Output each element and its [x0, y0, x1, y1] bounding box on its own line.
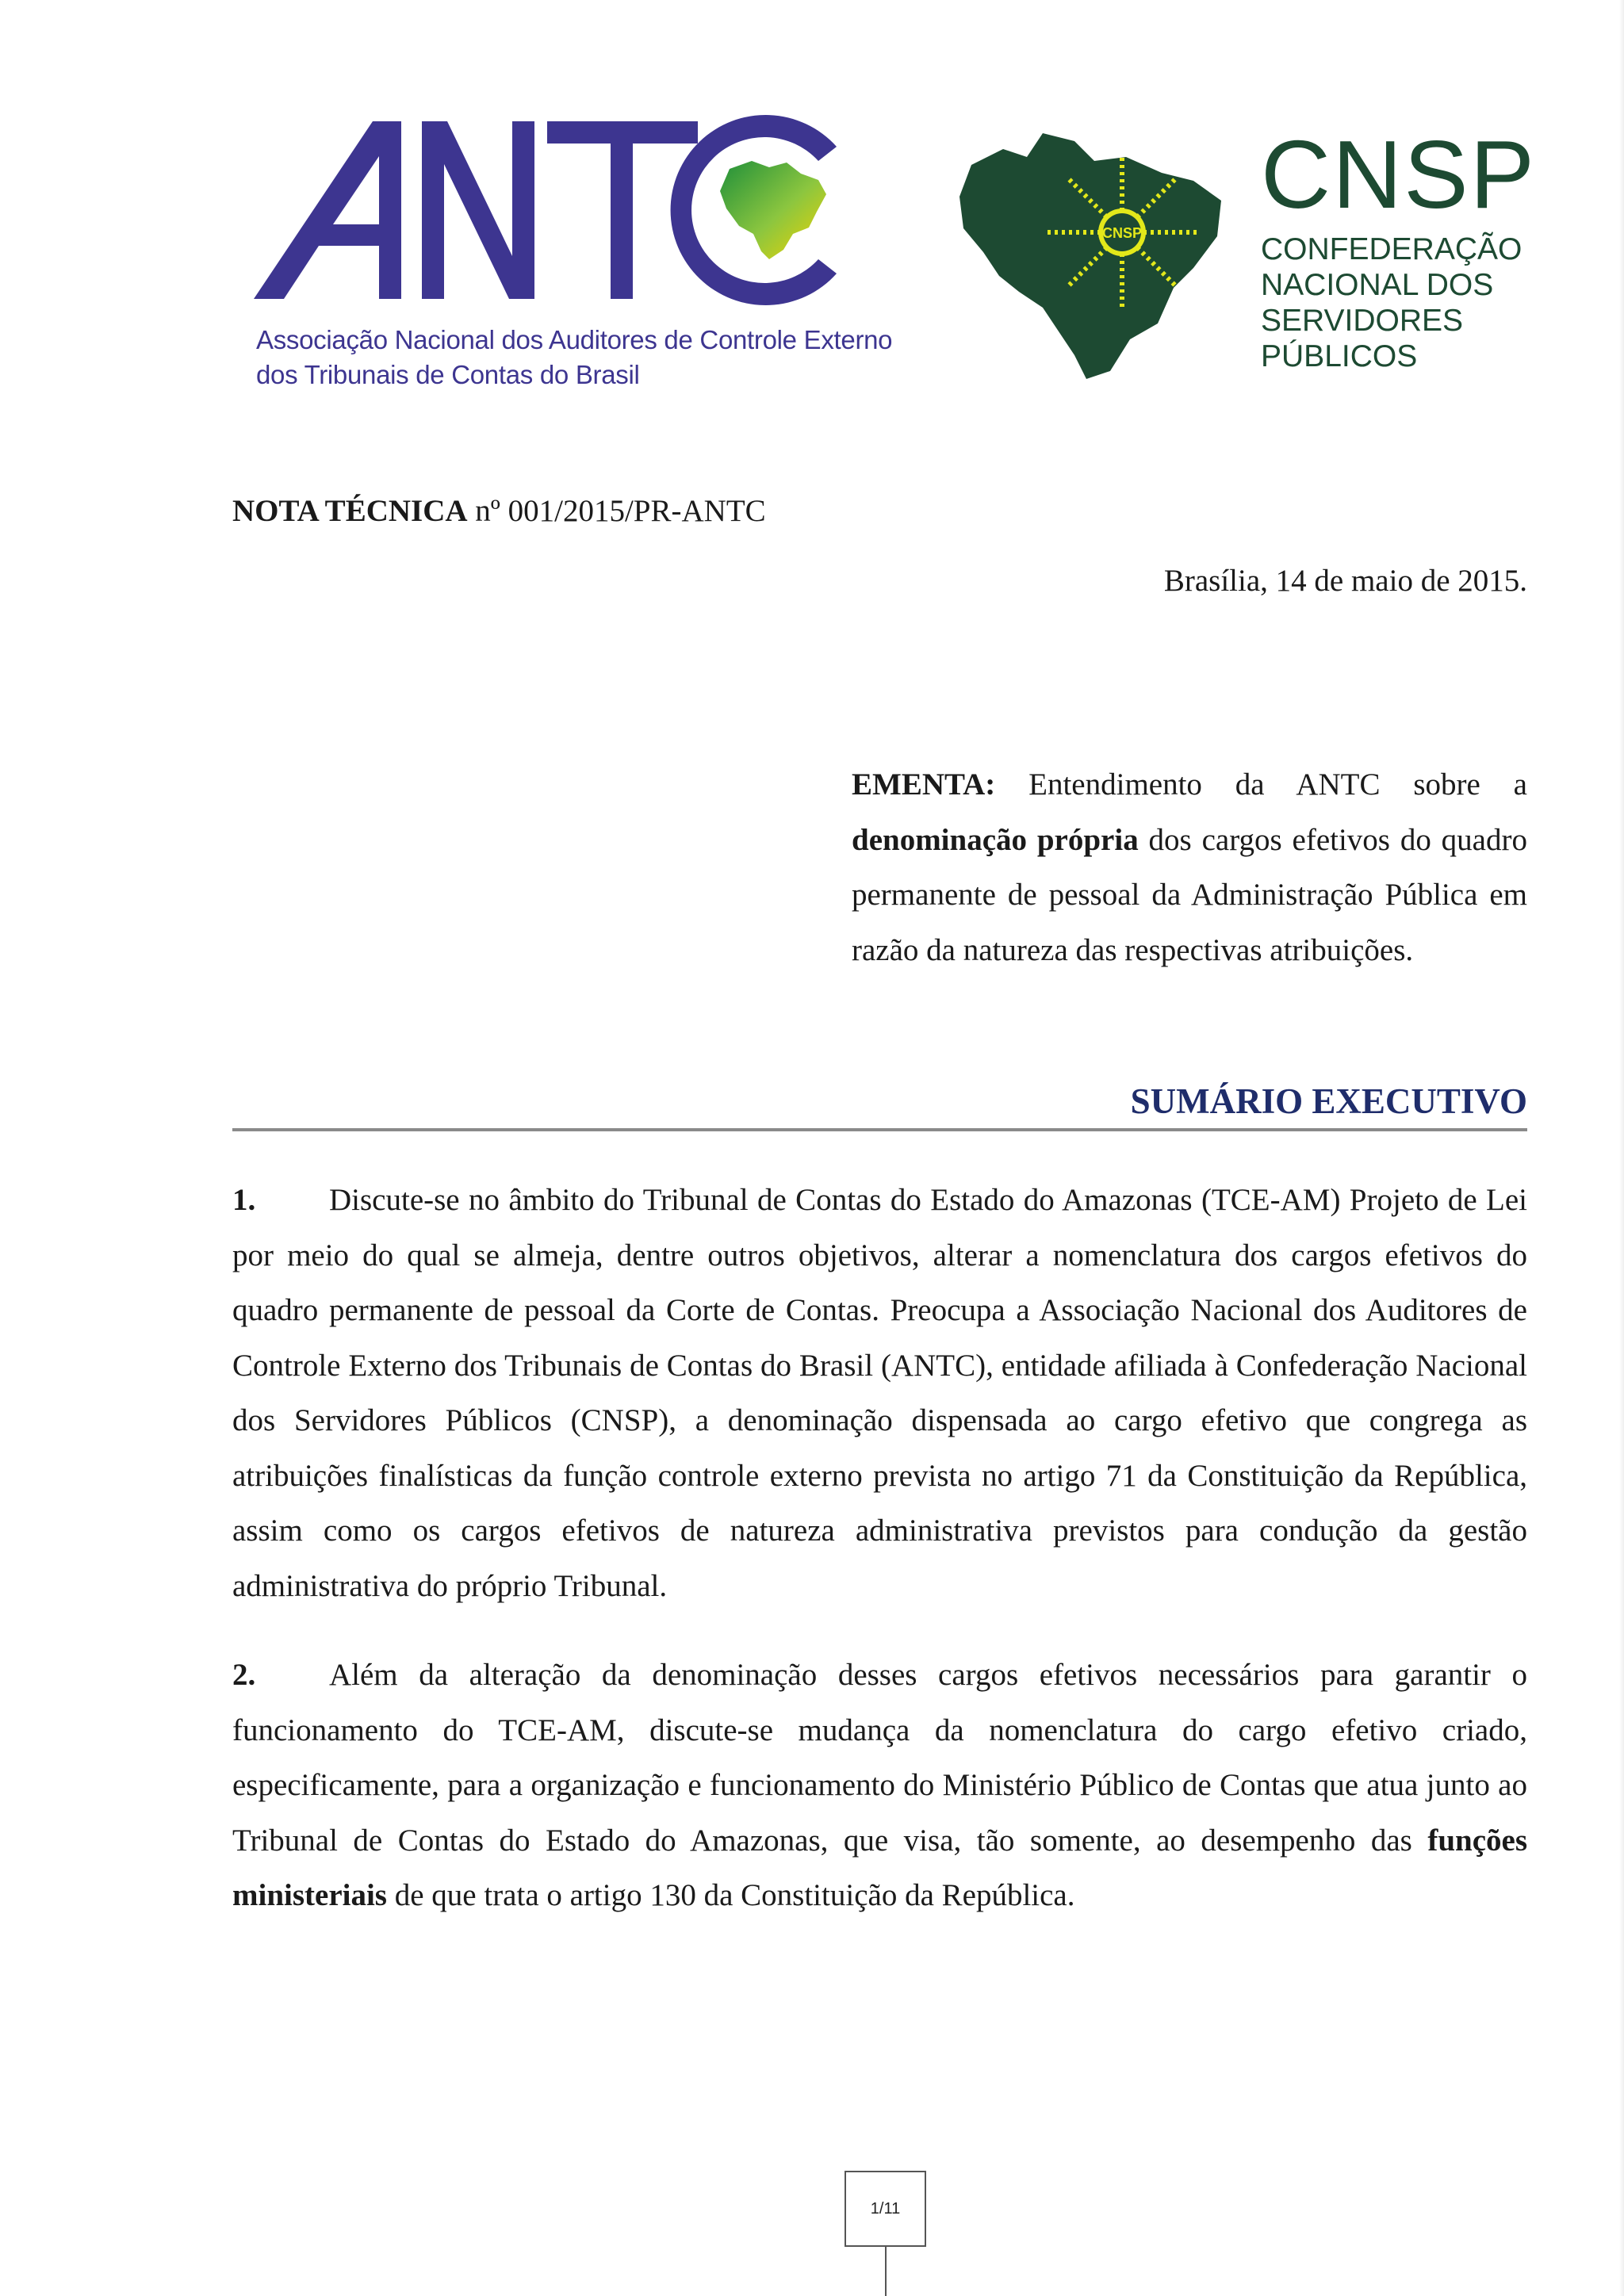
page-number: 1/11: [845, 2171, 926, 2247]
cnsp-subtitle: CONFEDERAÇÃO NACIONAL DOS SERVIDORES PÚBLICOS: [1261, 232, 1522, 373]
cnsp-wordmark: CNSP: [1261, 121, 1536, 228]
antc-letter-n: [422, 121, 534, 299]
document-date: Brasília, 14 de maio de 2015.: [1163, 564, 1527, 598]
cnsp-badge-text: CNSP: [1101, 225, 1143, 241]
cnsp-brazil-map-logo: [956, 117, 1229, 383]
paragraph-number: 2.: [232, 1658, 256, 1692]
page-edge-shadow: [1619, 0, 1624, 2296]
antc-brazil-map: [720, 161, 826, 259]
paragraph-1: 1. Discute-se no âmbito do Tribunal de Contas do Estado do Amazonas (TCE-AM) Projeto de Lei por meio do qual se almeja, dentre outros objetivos, alterar a nomenclatura dos cargos efetivos do quadro permanente de pessoal da Corte de Contas. Preocupa a Associação Nacional dos Auditores de Controle Externo dos Tribunais de Contas do Brasil (ANTC), entidade afiliada à Confederação Nacional dos Servidores Públicos (CNSP), a denominação dispensada ao cargo efetivo que congrega as atribuições finalísticas da função controle externo prevista no artigo 71 da Constituição da República, assim como os cargos efetivos de natureza administrativa previstos para condução da gestão administrativa do próprio Tribunal.: [232, 1173, 1527, 1613]
section-title: SUMÁRIO EXECUTIVO: [1130, 1081, 1527, 1121]
cnsp-logo-text: [1261, 121, 1536, 374]
antc-subtitle: Associação Nacional dos Auditores de Controle Externo dos Tribunais de Contas do Brasil: [256, 325, 893, 389]
antc-wordmark: [254, 115, 856, 305]
antc-letter-a: [254, 121, 401, 299]
paragraph-number: 1.: [232, 1183, 256, 1217]
antc-logo: [254, 115, 893, 400]
ementa-block: EMENTA: Entendimento da ANTC sobre a denominação própria dos cargos efetivos do quadro permanente de pessoal da Administração Pública em razão da natureza das respectivas atribuições.: [852, 767, 1527, 967]
page-number-stem: [885, 2247, 887, 2296]
section-divider: [232, 1128, 1527, 1131]
paragraph-2: 2. Além da alteração da denominação desses cargos efetivos necessários para garantir o funcionamento do TCE-AM, discute-se mudança da nomenclatura do cargo efetivo criado, especificamente, para a organização e funcionamento do Ministério Público de Contas que atua junto ao Tribunal de Contas do Estado do Amazonas, que visa, tão somente, ao desempenho das funções ministeriais de que trata o artigo 130 da Constituição da República.: [232, 1647, 1527, 1923]
ementa-label: EMENTA:: [852, 767, 996, 802]
document-heading: NOTA TÉCNICA nº 001/2015/PR-ANTC: [232, 494, 766, 528]
